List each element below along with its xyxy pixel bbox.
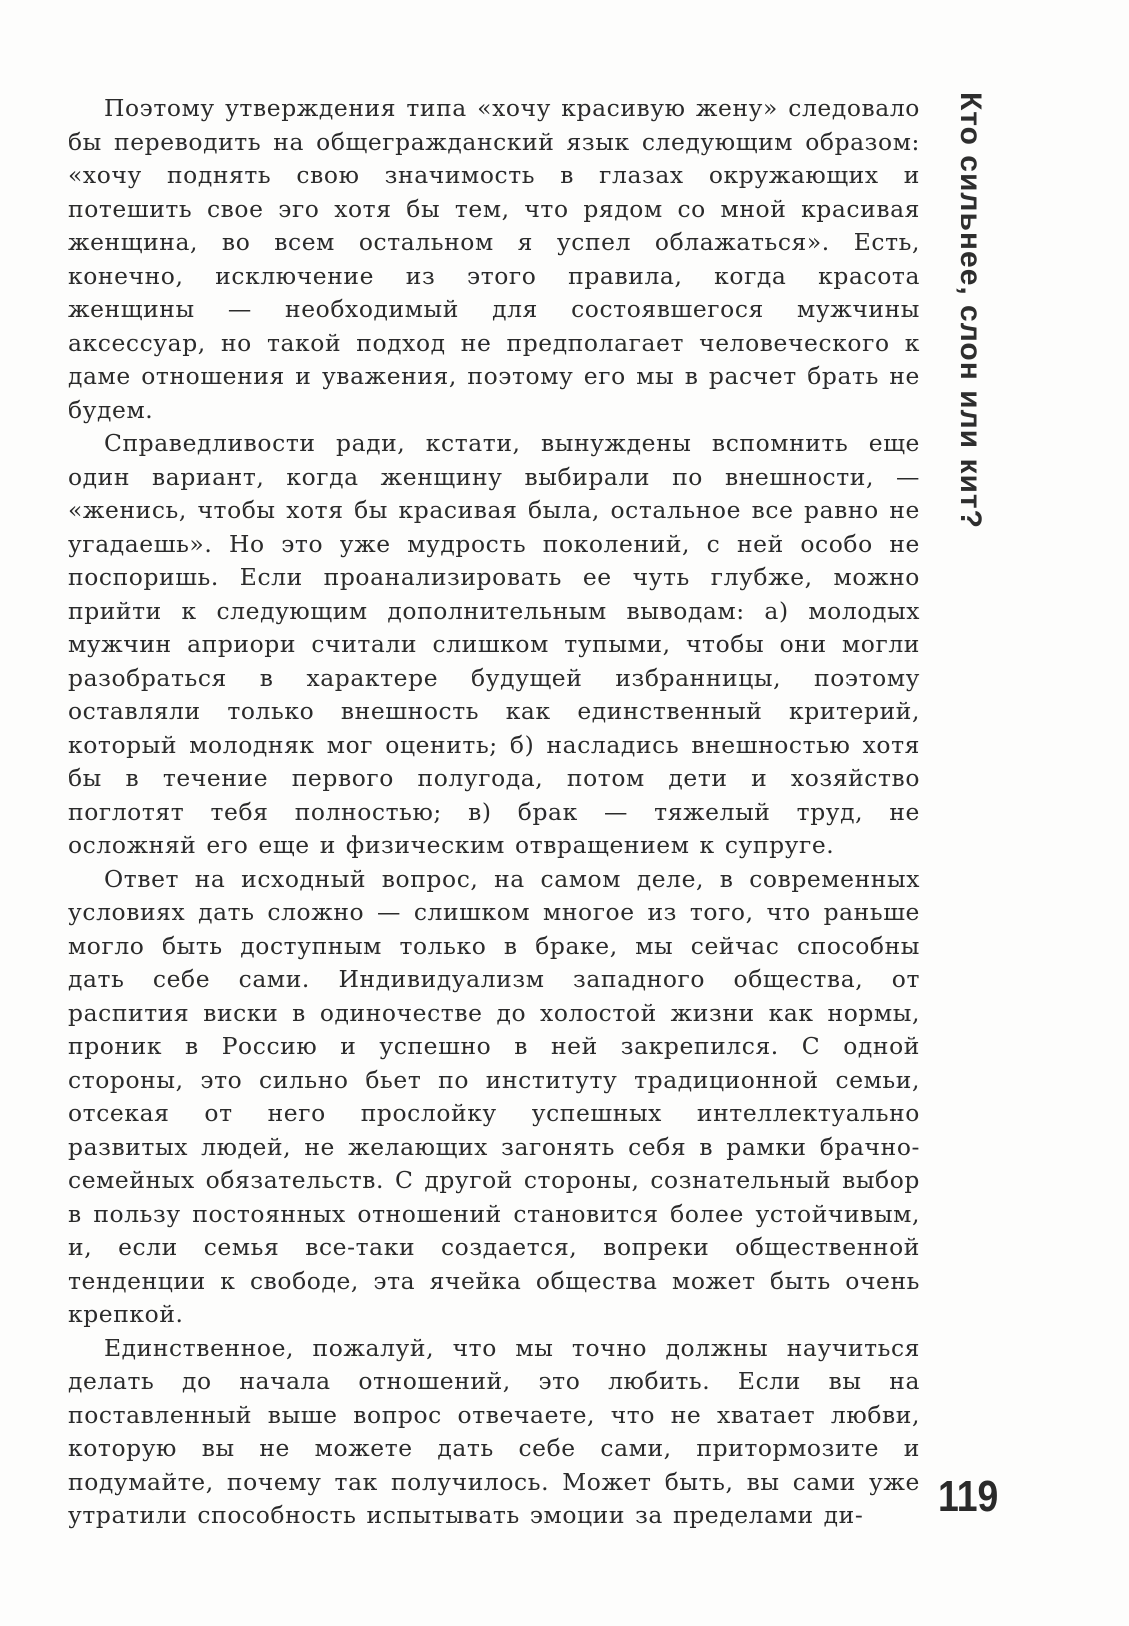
paragraph-1: Поэтому утверждения типа «хочу красивую жену» следовало бы переводить на общегражданский язык следующим образом: «хочу поднять свою значимость в глазах окружающих и потешить свое эго хотя бы тем, что рядом со мной красивая женщина, во всем остальном я успел облажаться». Есть, конечно, исключение из этого правила, когда красота женщины — необходимый для состоявшегося мужчины аксессуар, но такой подход не предполагает человеческого к даме отношения и уважения, поэтому его мы в расчет брать не будем.: [68, 94, 920, 424]
show-through-shadow: [955, 830, 995, 1260]
running-head-text: Кто сильнее, слон или кит?: [954, 92, 987, 529]
body-text: [68, 92, 920, 1533]
paragraph-2: Справедливости ради, кстати, вынуждены вспомнить еще один вариант, когда женщину выбирали по внешности, — «женись, чтобы хотя бы красивая была, остальное все равно не угадаешь». Но это уже мудрость поколений, с ней особо не поспоришь. Если проанализировать ее чуть глубже, можно прийти к следующим дополнительным выводам: а) молодых мужчин априори считали слишком тупыми, чтобы они могли разобраться в характере будущей избранницы, поэтому оставляли только внешность как единственный критерий, который молодняк мог оценить; б) насладись внешностью хотя бы в течение первого полугода, потом дети и хозяйство поглотят тебя полностью; в) брак — тяжелый труд, не осложняй его еще и физическим отвращением к супруге.: [68, 429, 920, 859]
page-number: 119: [938, 1472, 999, 1521]
running-head: [950, 92, 990, 552]
paragraph-4: Единственное, пожалуй, что мы точно должны научиться делать до начала отношений, это любить. Если вы на поставленный выше вопрос отвечаете, что не хватает любви, которую вы не можете дать себе сами, притормозите и подумайте, почему так получилось. Может быть, вы сами уже утратили способность испытывать эмоции за пределами ди-: [68, 1333, 920, 1529]
paragraph-3: Ответ на исходный вопрос, на самом деле, в современных условиях дать сложно — слишком многое из того, что раньше могло быть доступным только в браке, мы сейчас способны дать себе сами. Индивидуализм западного общества, от распития виски в одиночестве до холостой жизни как нормы, проник в Россию и успешно в ней закрепился. С одной стороны, это сильно бьет по институту традиционной семьи, отсекая от него прослойку успешных интеллектуально развитых людей, не желающих загонять себя в рамки брачно-семейных обязательств. С другой стороны, сознательный выбор в пользу постоянных отношений становится более устойчивым, и, если семья все-таки создается, вопреки общественной тенденции к свободе, эта ячейка общества может быть очень крепкой.: [68, 864, 920, 1328]
